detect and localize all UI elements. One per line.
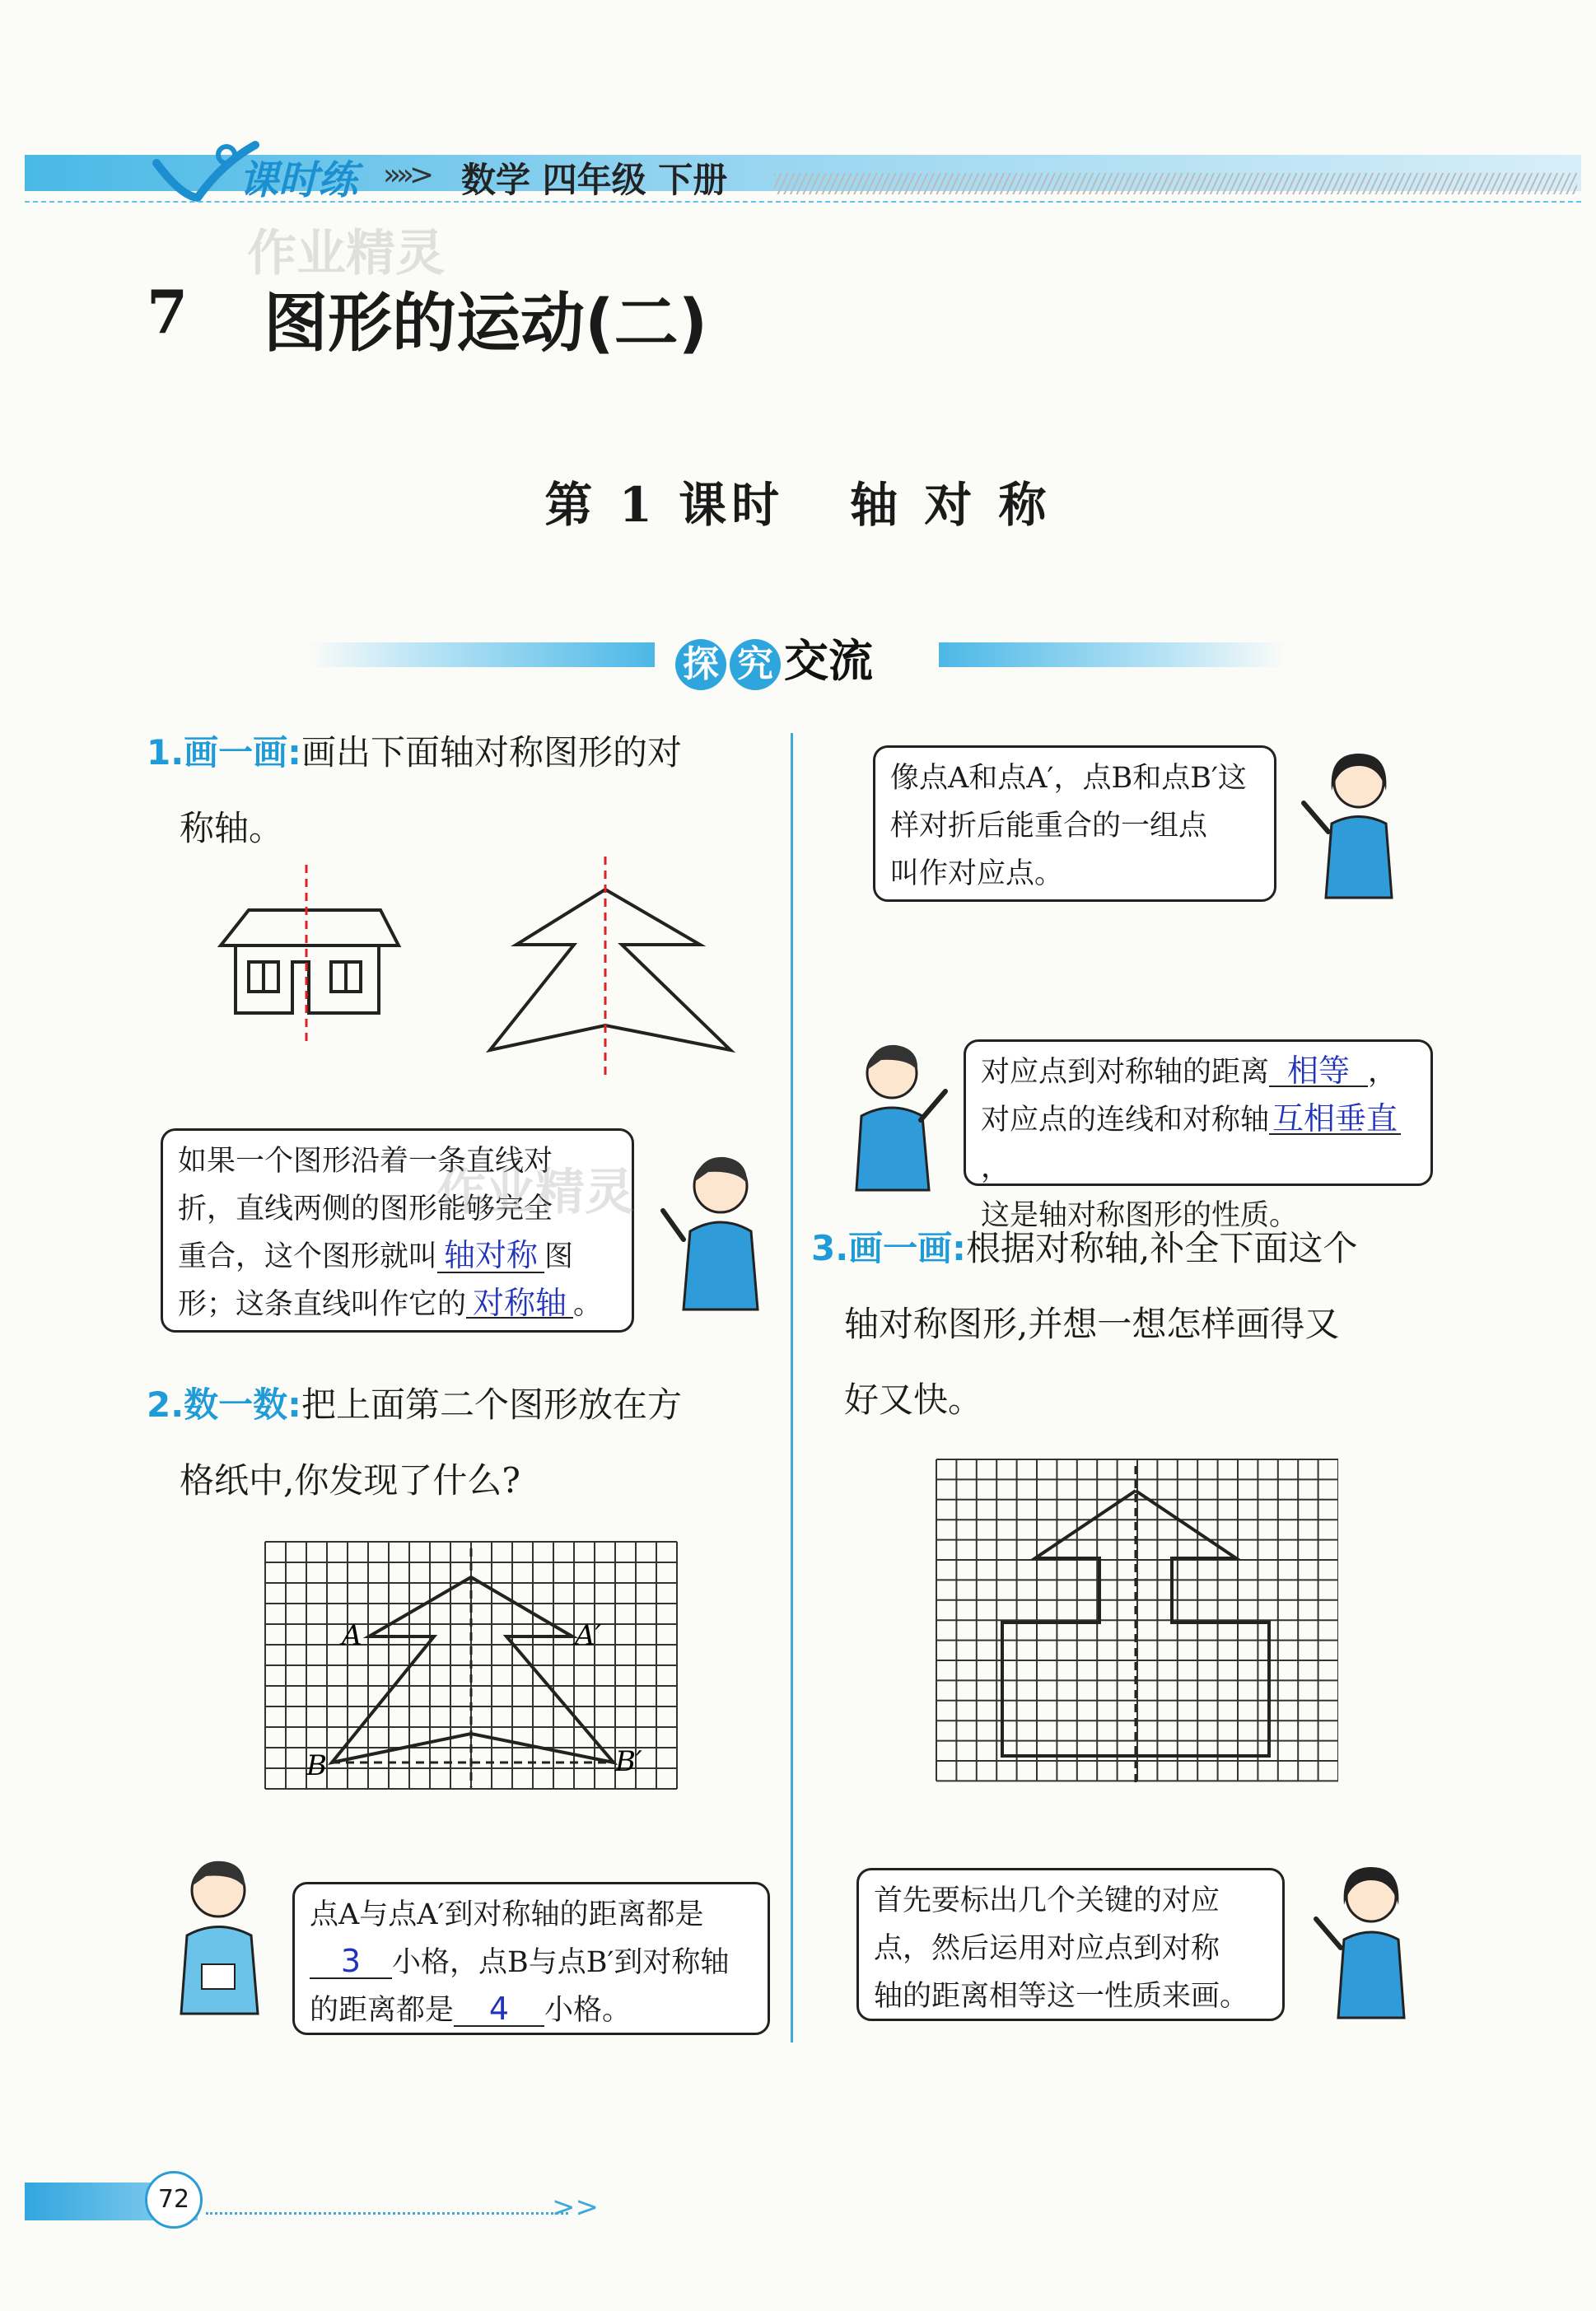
footer-dotted-line [206, 2212, 568, 2215]
q3-half-figure [1002, 1491, 1136, 1756]
q2-bubble-line2-post: 小格，点B与点B′到对称轴 [392, 1946, 730, 1979]
q1-bubble-line1: 如果一个图形沿着一条直线对 [178, 1145, 553, 1178]
q2-bubble-line2 [310, 1939, 753, 1987]
q3-label: 3.画一画: [811, 1228, 966, 1268]
q3-bubble [856, 1868, 1285, 2021]
q2-label-b: B [306, 1749, 327, 1782]
q2-label: 2.数一数: [147, 1384, 301, 1425]
q3-grid-figure [935, 1458, 1338, 1795]
right-bubble2-line3: 这是轴对称图形的性质。 [981, 1199, 1299, 1232]
q2-grid-figure [264, 1540, 679, 1795]
footer-arrow: >> [552, 2191, 599, 2224]
q3-bubble-line2: 点，然后运用对应点到对称 [874, 1932, 1220, 1965]
watermark-mid: 作业精灵 [436, 1164, 634, 1221]
lesson-title [0, 466, 1596, 535]
tree-figure [490, 889, 730, 1050]
section-char-2: 究 [730, 639, 781, 690]
q2-line2: 格纸中,你发现了什么? [180, 1460, 520, 1501]
right-bubble1-line2: 样对折后能重合的一组点 [890, 810, 1208, 843]
q3-half-figure-right [1136, 1491, 1269, 1756]
right-bubble2-line1-pre: 对应点到对称轴的距离 [981, 1056, 1270, 1089]
q1-label: 1.画一画: [147, 732, 301, 773]
right-answer-2: 互相垂直 [1269, 1104, 1401, 1135]
q1-bubble-line3-pre: 重合，这个图形就叫 [178, 1240, 438, 1273]
header-rule [25, 201, 1581, 203]
q1-line1: 画出下面轴对称图形的对 [301, 732, 682, 773]
boy-figure-2 [161, 1849, 284, 2022]
header-arrows: »»> [383, 158, 430, 192]
q3-bubble-line3: 轴的距离相等这一性质来画。 [874, 1980, 1249, 2013]
book-title: 数学 四年级 下册 [461, 160, 728, 200]
q1-bubble-line4-pre: 形；这条直线叫作它的 [178, 1288, 467, 1321]
right-bubble2-line1 [981, 1048, 1416, 1096]
boy-figure-3 [838, 1034, 954, 1194]
column-divider [791, 733, 793, 2043]
q2-label-b2: B′ [615, 1745, 642, 1778]
page-number: 72 [145, 2171, 203, 2229]
chapter-number: 7 [147, 277, 189, 347]
right-bubble1-line1: 像点A和点A′，点B和点B′这 [890, 762, 1247, 795]
q2-answer-1: 3 [310, 1945, 392, 1979]
q3-line1: 根据对称轴,补全下面这个 [965, 1228, 1358, 1268]
girl-figure-2 [1309, 1857, 1425, 2022]
right-bubble2-line2 [981, 1096, 1416, 1192]
house-figure [221, 910, 399, 1013]
section-rest: 交流 [784, 635, 873, 687]
section-bar-right [939, 642, 1285, 667]
right-bubble2-line1-post: ， [1368, 1056, 1398, 1089]
q2-line1: 把上面第二个图形放在方 [301, 1384, 682, 1425]
q2-bubble [292, 1882, 770, 2035]
watermark-top: 作业精灵 [247, 225, 445, 282]
q2-bubble-line1: 点A与点A′到对称轴的距离都是 [310, 1898, 704, 1931]
q3-grid [936, 1459, 1338, 1781]
right-answer-1: 相等 [1269, 1056, 1368, 1087]
right-bubble-2 [964, 1039, 1433, 1232]
q2-text [147, 1367, 772, 1519]
q1-bubble-line3-post: 图 [544, 1240, 574, 1273]
q1-answer-1: 轴对称 [437, 1239, 544, 1273]
section-bar-left [309, 642, 655, 667]
right-bubble1-line3: 叫作对应点。 [890, 857, 1064, 890]
brand-name: 课时练 [239, 157, 358, 203]
q1-line2: 称轴。 [180, 808, 284, 848]
lesson-topic: 轴 对 称 [850, 477, 1052, 533]
q2-bubble-line3-pre: 的距离都是 [310, 1994, 455, 2027]
q2-tree [332, 1577, 614, 1762]
right-bubble2-line2-post: ， [981, 1151, 1010, 1184]
q2-label-a2: A′ [575, 1619, 602, 1652]
q3-bubble-line1: 首先要标出几个关键的对应 [874, 1884, 1220, 1917]
q1-bubble-line4-post: 。 [573, 1288, 603, 1321]
q2-bubble-line3 [310, 1987, 753, 2034]
q1-answer-2: 对称轴 [466, 1289, 573, 1319]
lesson-number: 第 1 课时 [544, 477, 785, 533]
right-bubble2-line2-pre: 对应点的连线和对称轴 [981, 1104, 1270, 1137]
q1-bubble-line3 [178, 1233, 617, 1281]
chapter-title: 图形的运动(二) [264, 287, 708, 361]
section-char-1: 探 [675, 639, 726, 690]
header-hatch [774, 173, 1577, 194]
q1-text [147, 715, 772, 866]
q1-bubble-line2: 折，直线两侧的图形能够完全 [178, 1193, 553, 1226]
q3-line2: 轴对称图形,并想一想怎样画得又 [844, 1304, 1340, 1344]
q1-bubble-line4 [178, 1281, 617, 1328]
right-bubble-1 [873, 745, 1276, 902]
q3-text [811, 1211, 1577, 1438]
q3-line3: 好又快。 [844, 1380, 983, 1420]
q1-figures [206, 857, 741, 1079]
section-title [675, 626, 873, 685]
q2-label-a: A [342, 1619, 362, 1652]
q2-answer-2: 4 [454, 1992, 544, 2027]
q2-bubble-line3-post: 小格。 [544, 1994, 632, 2027]
girl-figure [1297, 745, 1412, 902]
boy-figure [659, 1149, 782, 1314]
